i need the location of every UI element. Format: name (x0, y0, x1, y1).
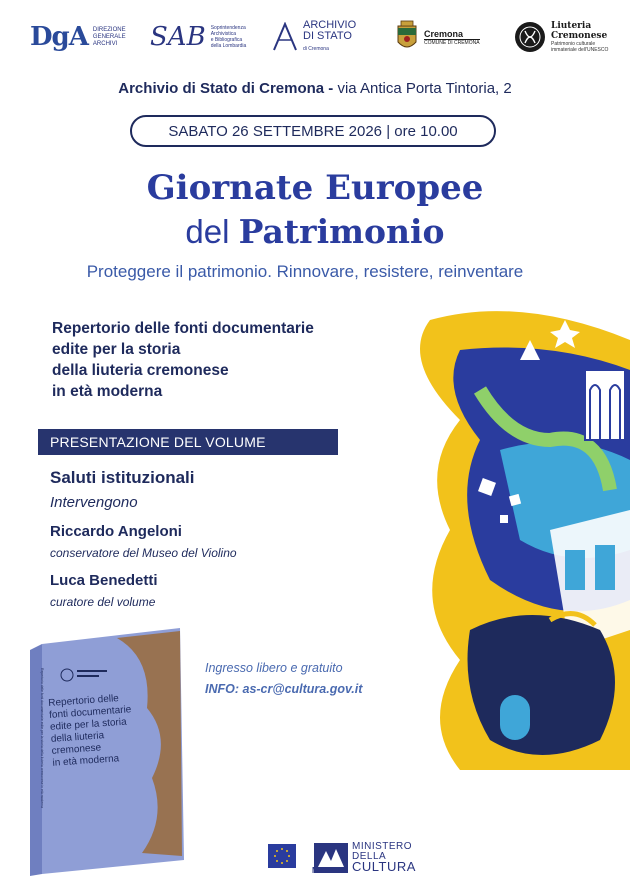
footer-logos (268, 838, 416, 878)
cremona-crest-icon (395, 20, 419, 54)
mic-line2: DELLA (352, 851, 387, 862)
mic-mark: MiC (312, 866, 327, 875)
book-title-line: edite per la storia (49, 716, 127, 733)
book-title-line: della liuteria (50, 730, 105, 745)
liuteria-seal-icon (514, 21, 546, 53)
volume-title-line2: edite per la storia (52, 341, 181, 358)
event-subtitle: Proteggere il patrimonio. Rinnovare, resistere, reinventare (86, 262, 524, 281)
title-bold: Patrimonio (238, 212, 445, 251)
speaker-role: conservatore del Museo del Violino (50, 546, 237, 560)
sab-line4: della Lombardia (210, 43, 247, 49)
event-title-line2 (0, 212, 630, 251)
book-spine-text: Repertorio delle fonti documentarie edite per la storia della liuteria cremonese in età moderna (40, 668, 44, 809)
sab-logo (150, 14, 246, 60)
book-title-line: fonti documentarie (48, 704, 132, 721)
dga-logo (30, 14, 126, 60)
mic-text (352, 842, 416, 874)
entry-note: Ingresso libero e gratuito (205, 661, 343, 675)
volume-title-line1: Repertorio delle fonti documentarie (52, 320, 314, 337)
dga-line2: GENERALE (92, 33, 126, 40)
archivio-logo (272, 14, 356, 60)
mic-line3: CULTURA (352, 859, 416, 874)
liuteria-sub1: Patrimonio culturale (551, 41, 596, 47)
heritage-illustration (400, 300, 630, 770)
title-prefix: del (185, 213, 239, 250)
volume-title-line3: della liuteria cremonese (52, 362, 229, 379)
dga-text (93, 27, 126, 48)
sab-text (211, 25, 247, 49)
sab-line1: Soprintendenza (210, 25, 246, 31)
cremona-sub: COMUNE DI CREMONA (424, 39, 480, 46)
book-title-line: Repertorio delle (48, 693, 120, 709)
cremona-title: Cremona (424, 29, 480, 40)
book-cover-image (22, 628, 190, 878)
speaker-role: curatore del volume (50, 595, 156, 609)
archivio-line3: di Cremona (303, 45, 329, 52)
sab-mark: SAB (150, 22, 206, 52)
dga-line3: ARCHIVI (92, 40, 118, 47)
speaker-name: Luca Benedetti (50, 572, 158, 589)
mic-line1: MINISTERO (352, 841, 413, 852)
book-title-line: in età moderna (52, 753, 120, 769)
event-date: SABATO 26 SETTEMBRE 2026 | ore 10.00 (130, 115, 496, 147)
intervengono-label: Intervengono (50, 494, 138, 511)
speaker-name: Riccardo Angeloni (50, 523, 182, 540)
volume-title (52, 318, 382, 402)
book-title-line: cremonese (51, 742, 102, 757)
archivio-a-icon (272, 22, 298, 52)
liuteria-sub2: immateriale dell'UNESCO (551, 47, 609, 53)
venue-address (0, 80, 630, 97)
dga-line1: DIREZIONE (92, 26, 126, 33)
liuteria-text (551, 21, 608, 53)
info-contact: INFO: as-cr@cultura.gov.it (205, 682, 363, 696)
sab-line3: e Bibliografica (210, 37, 243, 43)
book-cover-title (48, 692, 135, 770)
archivio-line1: ARCHIVIO (303, 18, 357, 31)
archivio-line2: DI STATO (303, 29, 352, 42)
venue-street: via Antica Porta Tintoria, 2 (333, 80, 512, 97)
venue-name: Archivio di Stato di Cremona - (118, 80, 334, 97)
eu-flag-icon (268, 844, 296, 872)
event-title-line1: Giornate Europee (146, 168, 484, 208)
saluti-heading: Saluti istituzionali (50, 468, 195, 487)
liuteria-line2: Cremonese (551, 31, 608, 41)
dga-mark: DgA (30, 22, 88, 52)
cremona-logo (395, 14, 480, 60)
cremona-text (424, 29, 480, 46)
archivio-text (303, 20, 356, 55)
liuteria-logo (514, 14, 608, 60)
presentation-band: PRESENTAZIONE DEL VOLUME (38, 429, 338, 455)
liuteria-line1: Liuteria (551, 21, 592, 31)
sab-line2: Archivistica (210, 31, 236, 37)
volume-title-line4: in età moderna (52, 383, 163, 400)
